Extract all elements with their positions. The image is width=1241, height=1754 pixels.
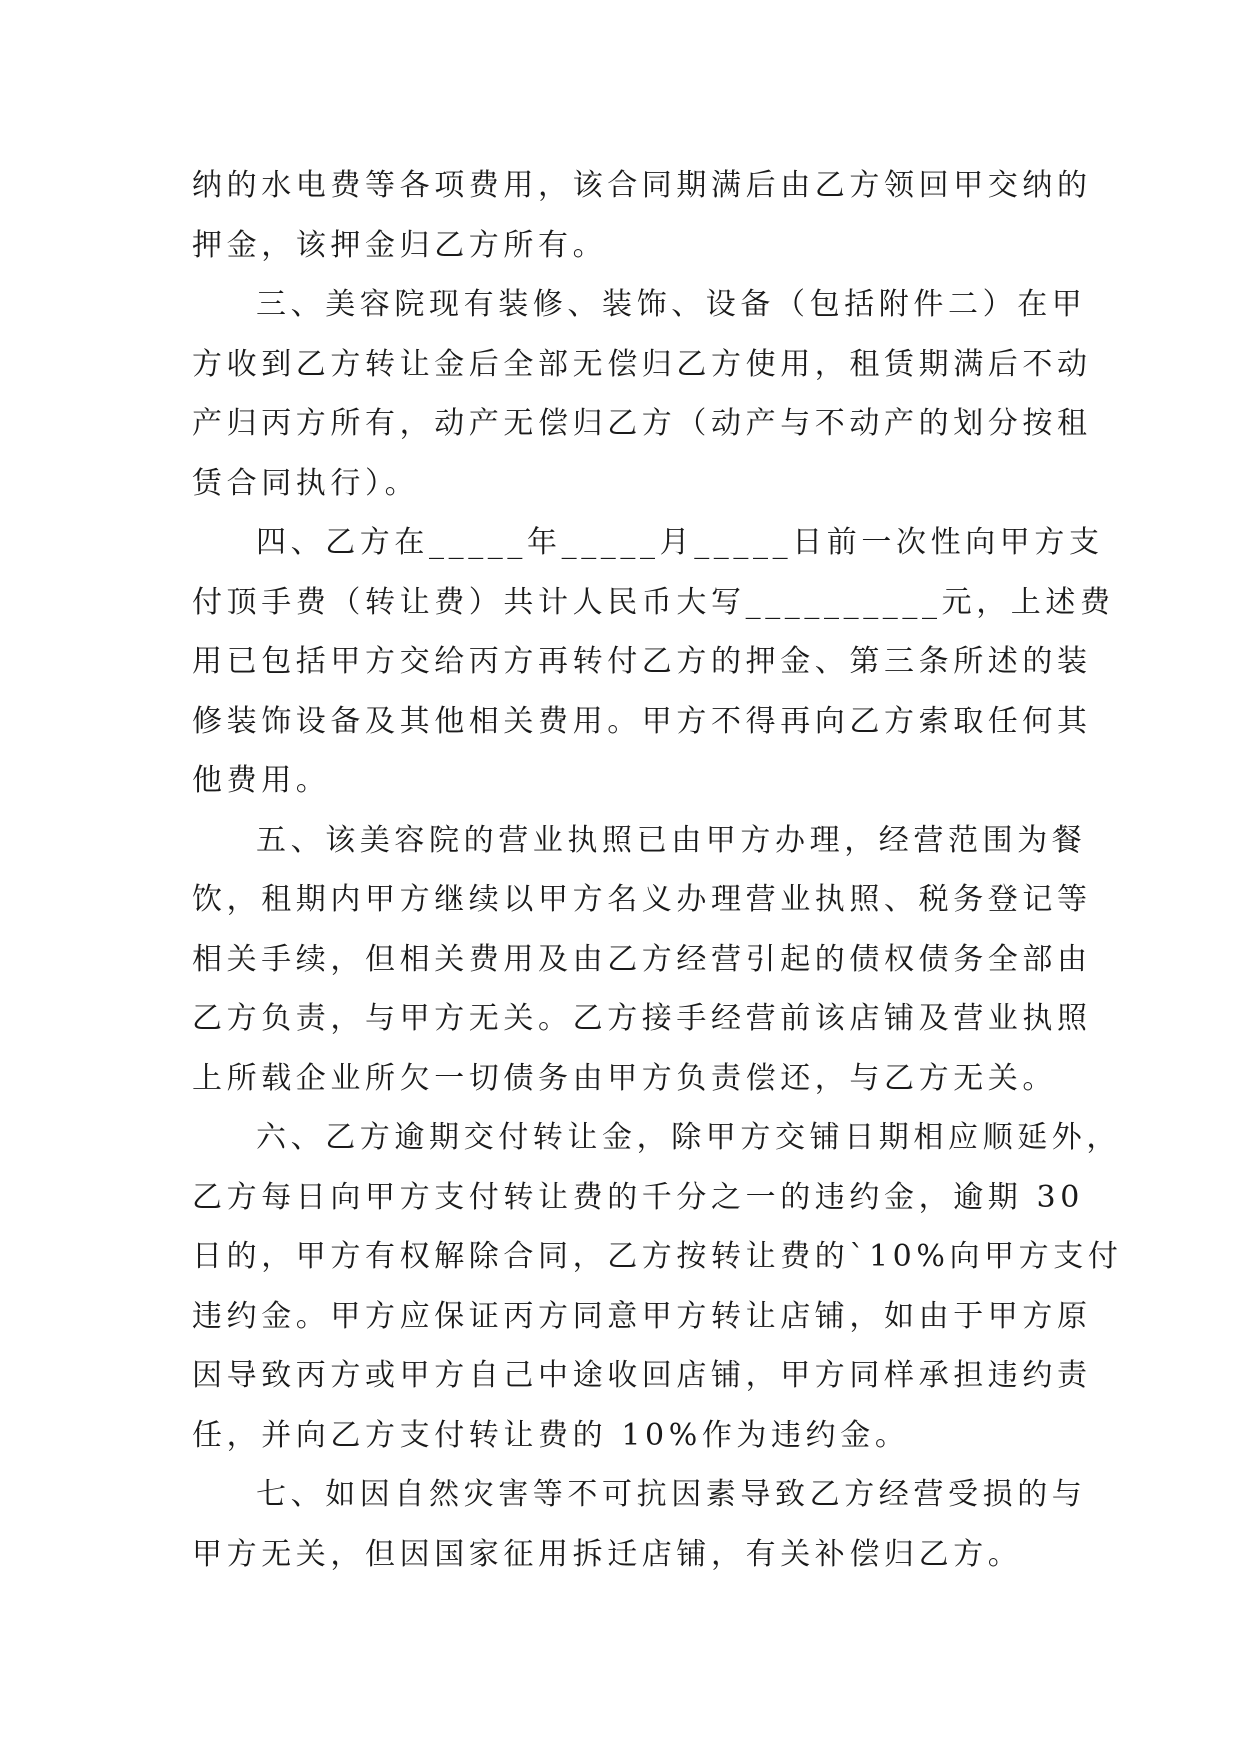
clause-4 <box>192 513 1115 811</box>
text-line: 任，并向乙方支付转让费的 10%作为违约金。 <box>192 1417 910 1453</box>
text-line: 用已包括甲方交给丙方再转付乙方的押金、第三条所述的装 <box>192 644 1092 679</box>
text-line: 乙方每日向甲方支付转让费的千分之一的违约金，逾期 30 <box>192 1179 1084 1215</box>
text-line: 上所载企业所欠一切债务由甲方负责偿还，与乙方无关。 <box>192 1060 1057 1096</box>
text-line: 修装饰设备及其他相关费用。甲方不得再向乙方索取任何其 <box>192 703 1092 739</box>
text-line: 方收到乙方转让金后全部无偿归乙方使用，租赁期满后不动 <box>192 346 1092 382</box>
clause-7 <box>192 1465 1087 1584</box>
paragraph-continuation <box>192 156 1092 275</box>
text-line: 七、如因自然灾害等不可抗因素导致乙方经营受损的与 <box>256 1477 1087 1512</box>
clause-3 <box>192 275 1092 513</box>
text-line: 付顶手费（转让费）共计人民币大写__________元，上述费 <box>192 584 1115 620</box>
text-line: 押金，该押金归乙方所有。 <box>192 227 608 263</box>
text-line: 六、乙方逾期交付转让金，除甲方交铺日期相应顺延外， <box>256 1120 1121 1155</box>
text-line: 日的，甲方有权解除合同，乙方按转让费的`10%向甲方支付 <box>192 1239 1123 1274</box>
text-line: 相关手续，但相关费用及由乙方经营引起的债权债务全部由 <box>192 941 1092 977</box>
text-line: 甲方无关，但因国家征用拆迁店铺，有关补偿归乙方。 <box>192 1536 1023 1572</box>
clause-5 <box>192 811 1092 1109</box>
clause-6 <box>192 1108 1123 1465</box>
text-line: 纳的水电费等各项费用，该合同期满后由乙方领回甲交纳的 <box>192 168 1092 203</box>
text-line: 因导致丙方或甲方自己中途收回店铺，甲方同样承担违约责 <box>192 1358 1092 1393</box>
text-line: 赁合同执行）。 <box>192 465 420 501</box>
text-line: 他费用。 <box>192 763 331 798</box>
document-body <box>192 156 1123 1584</box>
text-line: 三、美容院现有装修、装饰、设备（包括附件二）在甲 <box>256 287 1087 322</box>
text-line: 产归丙方所有，动产无偿归乙方（动产与不动产的划分按租 <box>192 406 1092 441</box>
text-line: 乙方负责，与甲方无关。乙方接手经营前该店铺及营业执照 <box>192 1001 1092 1036</box>
text-line: 违约金。甲方应保证丙方同意甲方转让店铺，如由于甲方原 <box>192 1298 1092 1334</box>
text-line: 饮，租期内甲方继续以甲方名义办理营业执照、税务登记等 <box>192 882 1092 917</box>
text-line: 四、乙方在_____年_____月_____日前一次性向甲方支 <box>256 525 1104 560</box>
text-line: 五、该美容院的营业执照已由甲方办理，经营范围为餐 <box>256 822 1087 858</box>
